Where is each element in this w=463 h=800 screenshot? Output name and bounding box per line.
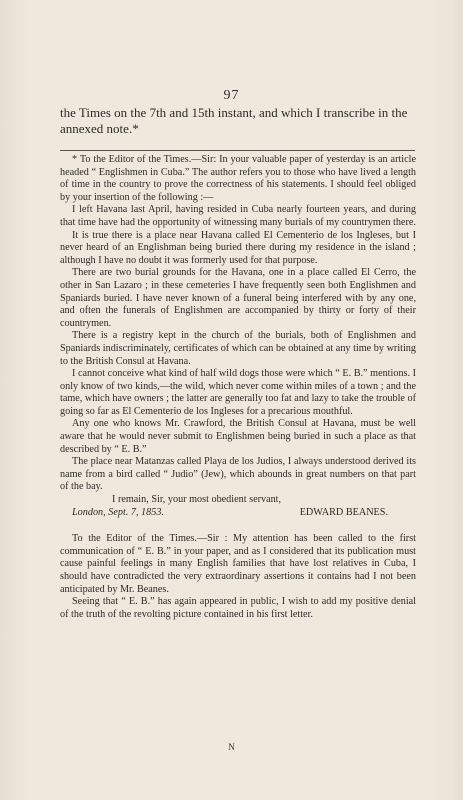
letter1-paragraph-6: I cannot conceive what kind of half wild dogs those were which “ E. B.” mentions. I only know of two kinds,—the wild, which never come within miles of a town ; and the tame, which have owners ; the latter are generally too fat and lazy to take the trouble of going so far as El Cementerio de los Ingleses for a precarious mouthful.: [60, 368, 416, 417]
letter2-paragraph-2: Seeing that “ E. B.” has again appeared in public, I wish to add my positive denial of the truth of the revolting picture contained in his first letter.: [60, 596, 416, 620]
letter1-paragraph-4: There are two burial grounds for the Havana, one in a place called El Cerro, the other in San Lazaro ; in these cemeteries I have frequently seen both Englishmen and Spaniards buried. I have never known of a funeral being interfered with by any one, and often the funerals of Englishmen are accompanied by thirty or forty of their countrymen.: [60, 267, 416, 329]
letter1-paragraph-1: * To the Editor of the Times.—Sir: In your valuable paper of yesterday is an article headed “ Englishmen in Cuba.” The author refers you to those who have lived a length of time in the country to prove the correctness of his statements. I should feel obliged by your insertion of the following :—: [60, 154, 416, 203]
letter1-place-date: London, Sept. 7, 1853.: [72, 506, 164, 518]
letter1-closing: I remain, Sir, your most obedient servant,: [112, 494, 282, 506]
footnote-block: [60, 154, 416, 621]
letter1-signature-line: [60, 507, 416, 520]
letter1-paragraph-8: The place near Matanzas called Playa de los Judios, I always understood derived its name from a bird called “ Judio” (Jew), which abounds in great numbers on that part of the bay.: [60, 456, 416, 493]
footnote-divider: [60, 150, 415, 151]
letter1-paragraph-3: It is true there is a place near Havana called El Cementerio de los Ingleses, but I never heard of an Englishman being buried there during my residence in the island ; although I have no doubt it was formerly used for that purpose.: [60, 229, 416, 266]
letter2-paragraph-1: To the Editor of the Times.—Sir : My attention has been called to the first communication of “ E. B.” in your paper, and as I considered that its publication must cause painful feelings in many English families that have lost relatives in Cuba, I should have contradicted the very extraordinary assertions it contains had I not been anticipated by Mr. Beanes.: [60, 533, 416, 595]
letter1-paragraph-5: There is a registry kept in the church of the burials, both of Englishmen and Spaniards indiscriminately, certificates of which can be obtained at any time by writing to the British Consul at Havana.: [60, 330, 416, 367]
page-number: 97: [223, 88, 240, 103]
letter1-paragraph-7: Any one who knows Mr. Crawford, the British Consul at Havana, must be well aware that he would never submit to Englishmen being buried in such a place as that described by “ E. B.”: [60, 418, 416, 455]
letter1-paragraph-2: I left Havana last April, having resided in Cuba nearly fourteen years, and during that time have had the opportunity of witnessing many burials of my countrymen there.: [60, 204, 416, 228]
letter1-signature: EDWARD BEANES.: [299, 506, 388, 518]
lead-paragraph: [60, 105, 420, 137]
printer-signature-mark: N: [228, 742, 235, 752]
lead-text: the Times on the 7th and 15th instant, and which I transcribe in the annexed note.*: [60, 105, 408, 136]
